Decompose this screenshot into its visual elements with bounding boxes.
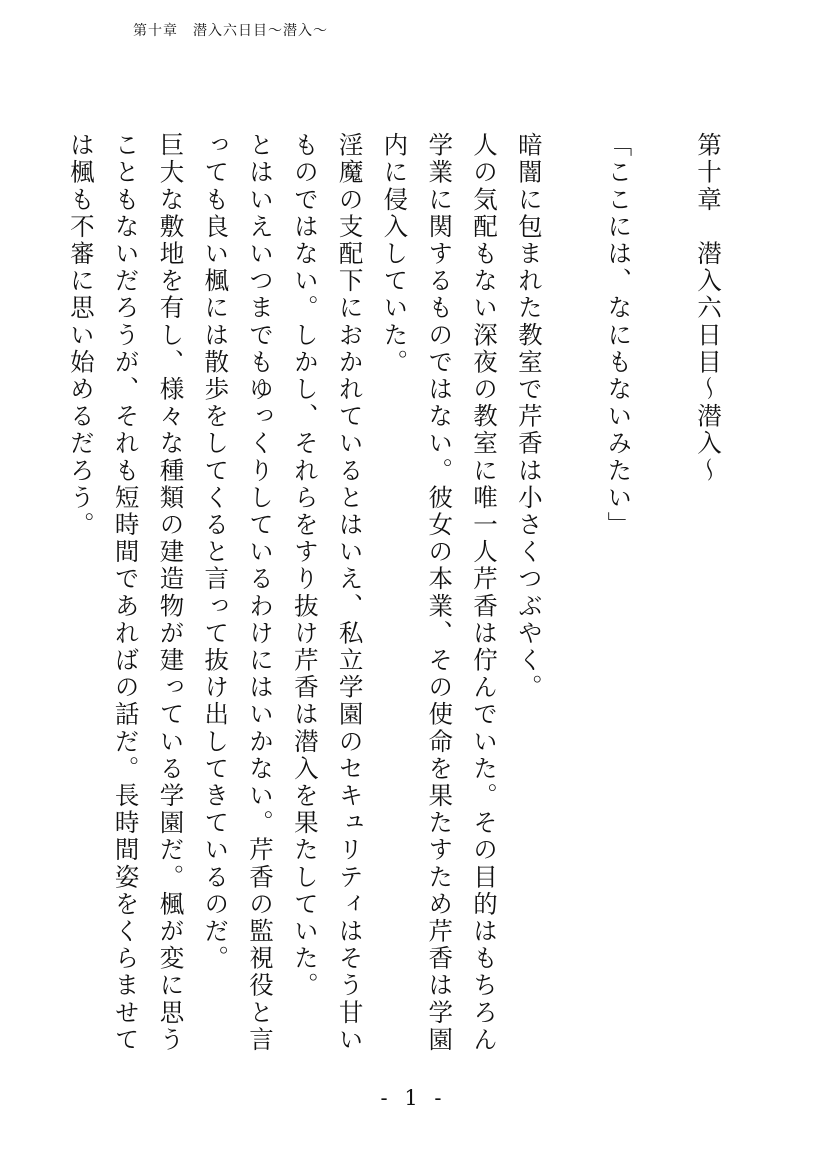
body-paragraph: 人の気配もない深夜の教室に唯一人芹香は佇んでいた。その目的はもちろん学業に関するものではない。彼女の本業、その使命を果たすため芹香は学園内に侵入していた。 xyxy=(380,132,500,1054)
body-paragraph: とはいえいつまでもゆっくりしているわけにはいかない。芹香の監視役と言っても良い楓には散歩をしてくると言って抜け出してきているのだ。 xyxy=(201,132,276,1054)
page-body xyxy=(66,132,730,1062)
dialogue-paragraph: 「ここには、なにもないみたい」 xyxy=(604,132,634,539)
body-paragraph: 暗闇に包まれた教室で芹香は小さくつぶやく。 xyxy=(514,132,544,702)
blank-line xyxy=(551,132,596,1062)
chapter-title: 第十章 潜入六日目〜潜入〜 xyxy=(694,132,723,485)
body-paragraph: 巨大な敷地を有し、様々な種類の建造物が建っている学園だ。楓が変に思うこともないだろうが、それも短時間であればの話だ。長時間姿をくらませては楓も不審に思い始めるだろう。 xyxy=(66,132,186,1054)
running-header: 第十章 潜入六日目〜潜入〜 xyxy=(133,23,328,39)
page-number: - 1 - xyxy=(380,1086,447,1110)
blank-line xyxy=(640,132,685,1062)
body-paragraph: 淫魔の支配下におかれているとはいえ、私立学園のセキュリティはそう甘いものではない。しかし、それらをすり抜け芹香は潜入を果たしていた。 xyxy=(290,132,365,1054)
